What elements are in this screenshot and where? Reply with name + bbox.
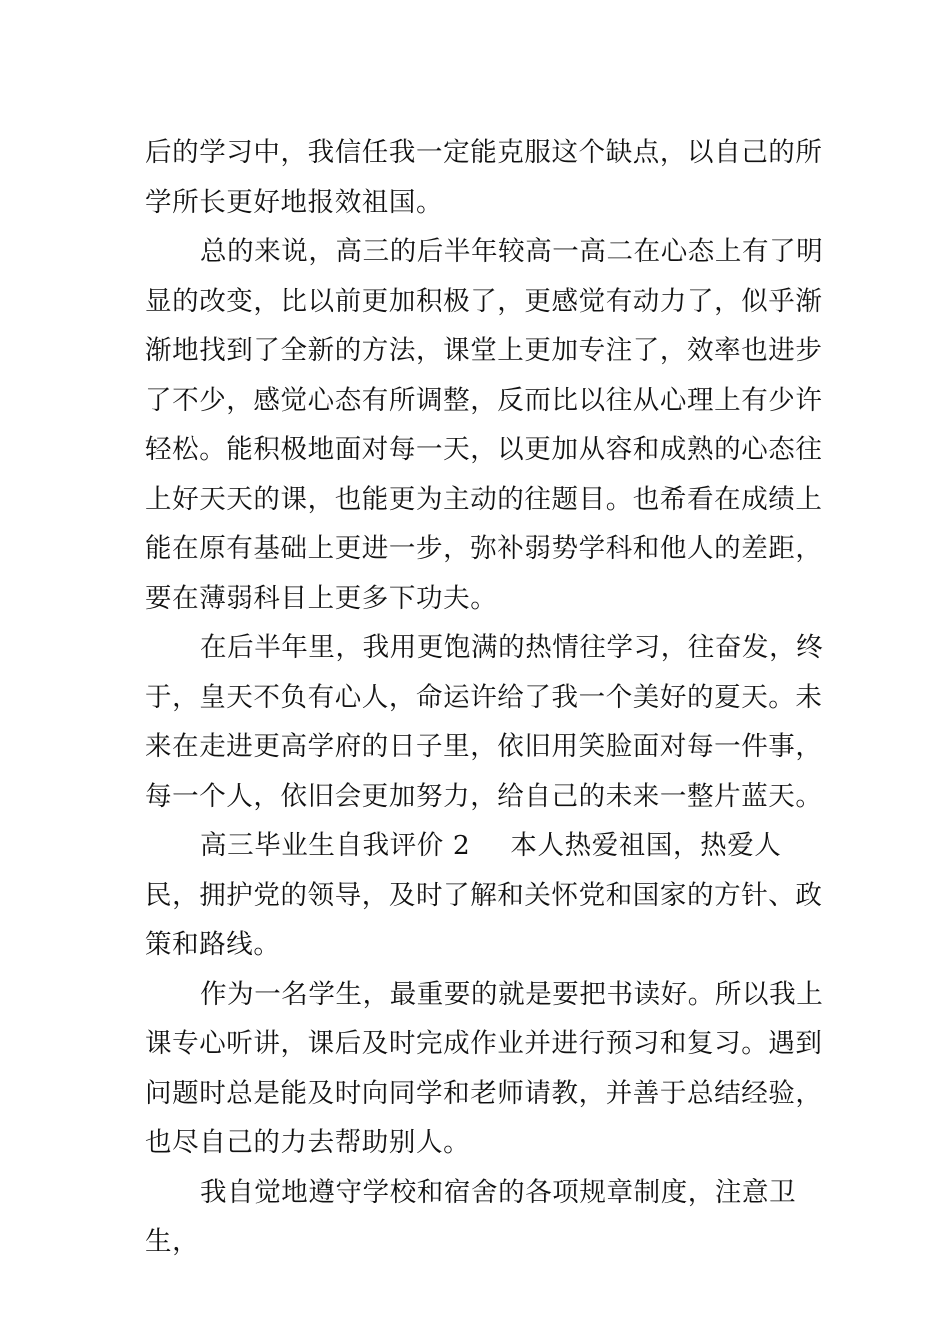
paragraph-4: [145, 821, 825, 970]
paragraph-5: 作为一名学生，最重要的就是要把书读好。所以我上课专心听讲，课后及时完成作业并进行预习和复习。遇到问题时总是能及时向同学和老师请教，并善于总结经验，也尽自己的力去帮助别人。: [145, 978, 824, 1158]
paragraph-6: 我自觉地遵守学校和宿舍的各项规章制度，注意卫生，: [145, 1176, 797, 1257]
paragraph-4-text: 本人热爱祖国，热爱人民，拥护党的领导，及时了解和关怀党和国家的方针、政策和路线。: [145, 830, 823, 960]
paragraph-1: 后的学习中，我信任我一定能克服这个缺点，以自己的所学所长更好地报效祖国。: [145, 137, 823, 218]
document-body: [145, 128, 825, 1267]
paragraph-2: 总的来说，高三的后半年较高一高二在心态上有了明显的改变，比以前更加积极了，更感觉有动力了，似乎渐渐地找到了全新的方法，课堂上更加专注了，效率也进步了不少，感觉心态有所调整，反而比以往从心理上有少许轻松。能积极地面对每一天，以更加从容和成熟的心态往上好天天的课，也能更为主动的往题目。也希看在成绩上能在原有基础上更进一步，弥补弱势学科和他人的差距，要在薄弱科目上更多下功夫。: [145, 236, 824, 614]
paragraph-3: 在后半年里，我用更饱满的热情往学习，往奋发，终于，皇天不负有心人，命运许给了我一个美好的夏天。未来在走进更高学府的日子里，依旧用笑脸面对每一件事，每一个人，依旧会更加努力，给自己的未来一整片蓝天。: [145, 632, 824, 812]
section-heading: 高三毕业生自我评价 2: [200, 830, 471, 861]
